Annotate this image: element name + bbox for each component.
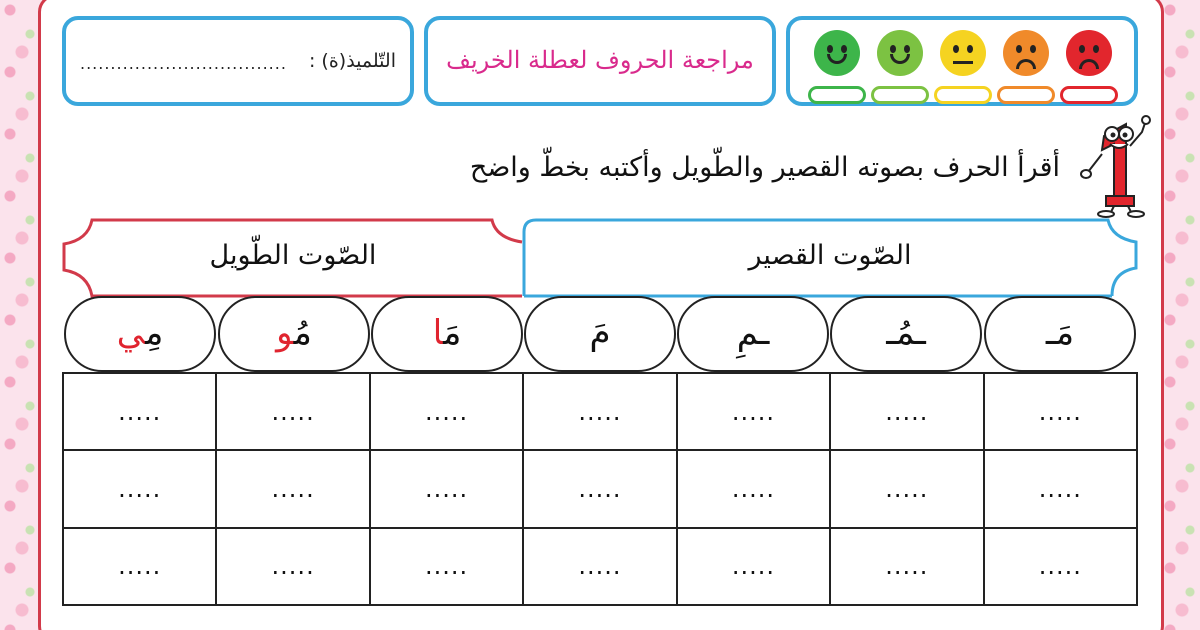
very-happy-face-icon bbox=[814, 30, 860, 76]
answer-cell[interactable]: ..... bbox=[830, 450, 983, 527]
short-sound-label: الصّوت القصير bbox=[748, 240, 912, 271]
answer-cell[interactable]: ..... bbox=[677, 373, 830, 450]
answer-cell[interactable]: ..... bbox=[984, 528, 1137, 605]
rating-checkbox[interactable] bbox=[871, 86, 929, 104]
rating-option[interactable] bbox=[934, 30, 992, 104]
answer-cell[interactable]: ..... bbox=[523, 528, 676, 605]
answer-cell[interactable]: ..... bbox=[984, 373, 1137, 450]
rating-checkbox[interactable] bbox=[808, 86, 866, 104]
answer-cell[interactable]: ..... bbox=[216, 373, 369, 450]
rating-checkbox[interactable] bbox=[997, 86, 1055, 104]
answer-row bbox=[63, 528, 1137, 605]
answer-cell[interactable]: ..... bbox=[984, 450, 1137, 527]
happy-face-icon bbox=[877, 30, 923, 76]
student-name-blank[interactable]: .................................. bbox=[80, 54, 287, 73]
letter-long-waw bbox=[218, 296, 370, 372]
long-letter-vowel: و bbox=[276, 313, 294, 353]
student-label: التّلميذ(ة) : bbox=[308, 50, 396, 72]
answer-cell[interactable]: ..... bbox=[830, 528, 983, 605]
answer-cell[interactable]: ..... bbox=[523, 450, 676, 527]
answer-cell[interactable]: ..... bbox=[677, 528, 830, 605]
short-sound-banner bbox=[522, 218, 1138, 298]
student-name-box bbox=[62, 16, 414, 106]
long-sound-label: الصّوت الطّويل bbox=[209, 240, 377, 271]
letter-short-final: ـمِ bbox=[677, 296, 829, 372]
rating-option[interactable] bbox=[808, 30, 866, 104]
worksheet-title: مراجعة الحروف لعطلة الخريف bbox=[446, 46, 754, 74]
answer-row bbox=[63, 450, 1137, 527]
answer-cell[interactable]: ..... bbox=[370, 450, 523, 527]
answer-cell[interactable]: ..... bbox=[216, 450, 369, 527]
letter-short-isolated: مَ bbox=[524, 296, 676, 372]
answer-row bbox=[63, 373, 1137, 450]
title-box bbox=[424, 16, 776, 106]
rating-checkbox[interactable] bbox=[1060, 86, 1118, 104]
answer-cell[interactable]: ..... bbox=[830, 373, 983, 450]
answer-cell[interactable]: ..... bbox=[523, 373, 676, 450]
answer-grid bbox=[62, 372, 1138, 606]
long-letter-base: مِ bbox=[145, 313, 164, 353]
answer-cell[interactable]: ..... bbox=[63, 373, 216, 450]
long-sound-banner bbox=[62, 218, 524, 298]
rating-option[interactable] bbox=[871, 30, 929, 104]
neutral-face-icon bbox=[940, 30, 986, 76]
letter-long-ya bbox=[64, 296, 216, 372]
letter-short-medial: ـمُـ bbox=[830, 296, 982, 372]
answer-cell[interactable]: ..... bbox=[370, 528, 523, 605]
letter-short-initial: مَـ bbox=[984, 296, 1136, 372]
sad-face-icon bbox=[1003, 30, 1049, 76]
long-letter-base: مَ bbox=[443, 313, 462, 353]
angry-face-icon bbox=[1066, 30, 1112, 76]
long-letter-vowel: ي bbox=[116, 313, 146, 353]
answer-cell[interactable]: ..... bbox=[63, 528, 216, 605]
self-rating-box bbox=[786, 16, 1138, 106]
letter-long-alif bbox=[371, 296, 523, 372]
long-letter-vowel: ا bbox=[432, 313, 444, 353]
instruction-text: أقرأ الحرف بصوته القصير والطّويل وأكتبه بخطّ واضح bbox=[469, 152, 1060, 183]
rating-faces bbox=[808, 30, 1120, 104]
answer-cell[interactable]: ..... bbox=[63, 450, 216, 527]
answer-cell[interactable]: ..... bbox=[370, 373, 523, 450]
long-letter-base: مُ bbox=[293, 313, 312, 353]
rating-option[interactable] bbox=[1060, 30, 1118, 104]
answer-cell[interactable]: ..... bbox=[216, 528, 369, 605]
rating-option[interactable] bbox=[997, 30, 1055, 104]
number-one-mascot-icon bbox=[1074, 110, 1154, 218]
rating-checkbox[interactable] bbox=[934, 86, 992, 104]
answer-cell[interactable]: ..... bbox=[677, 450, 830, 527]
